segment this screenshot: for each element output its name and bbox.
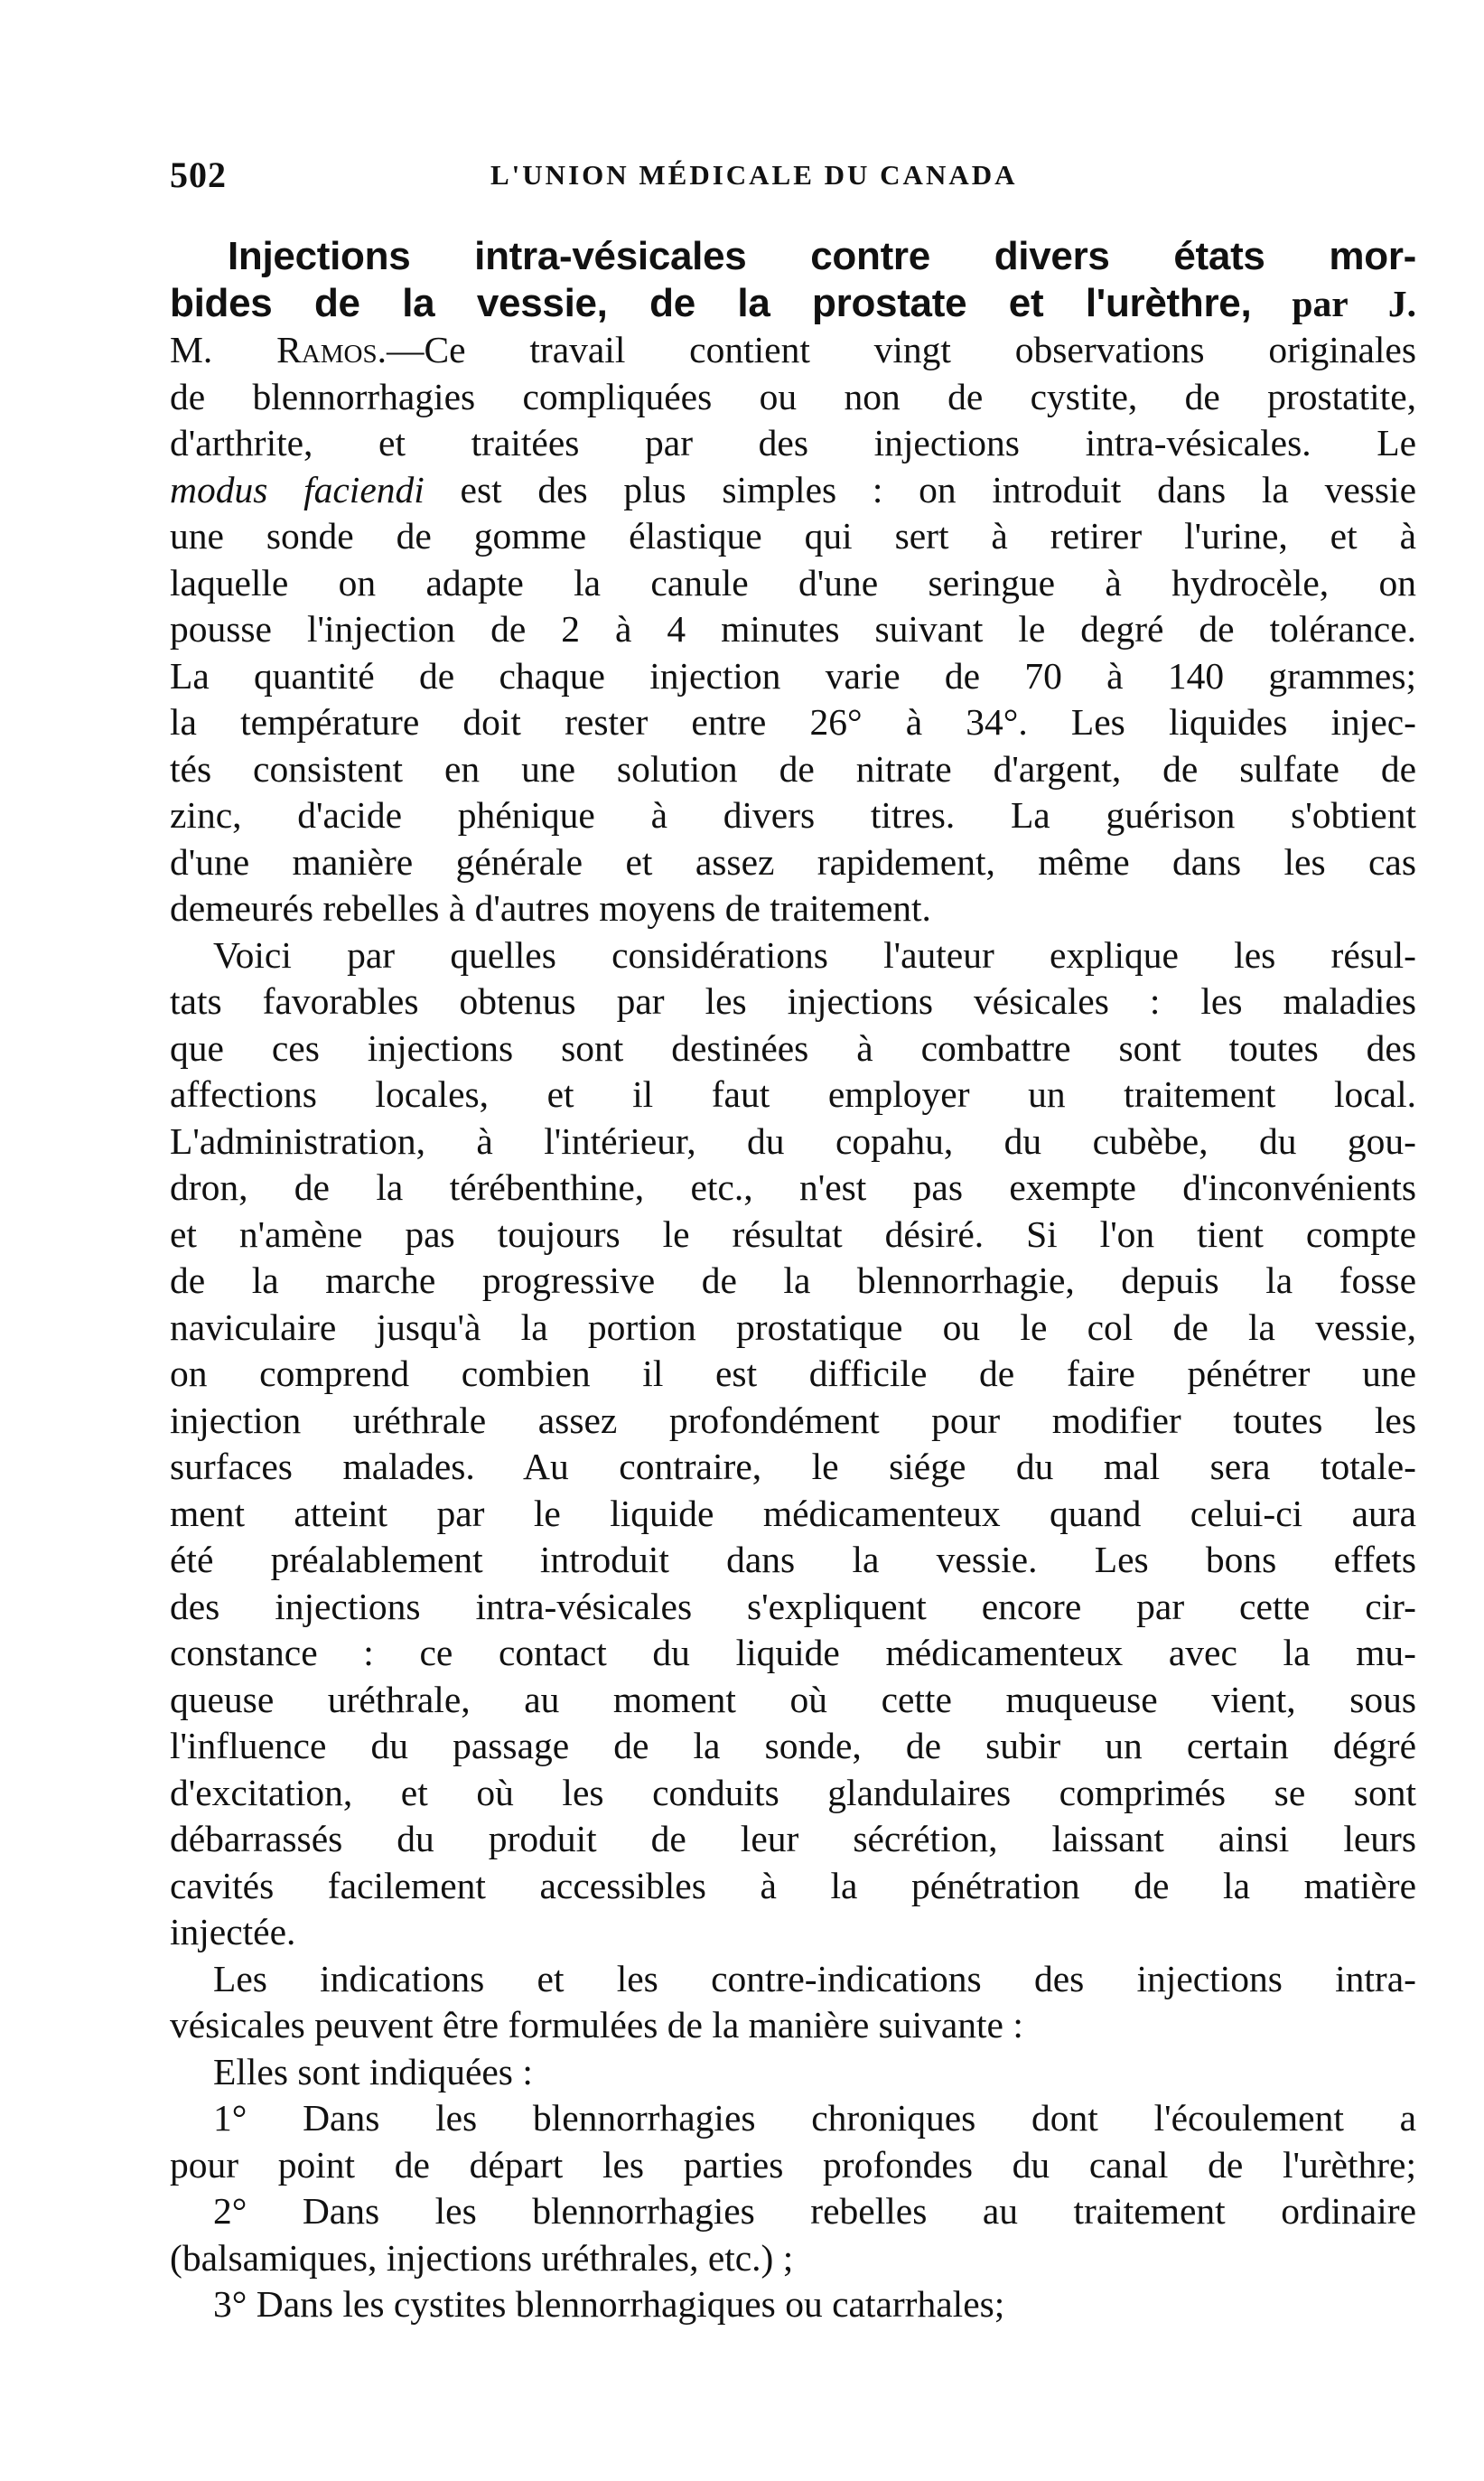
paragraph-line: surfaces malades. Au contraire, le siége du mal sera totale- xyxy=(170,1446,1416,1487)
paragraph-line: l'influence du passage de la sonde, de subir un certain dégré xyxy=(170,1725,1416,1766)
list-item-1-continued: pour point de départ les parties profondes du canal de l'urèthre; xyxy=(170,2143,1416,2186)
paragraph-line: demeurés rebelles à d'autres moyens de traitement. xyxy=(170,887,931,929)
paragraph-line: tats favorables obtenus par les injections vésicales : les maladies xyxy=(170,980,1416,1022)
paragraph-line: queuse uréthrale, au moment où cette muqueuse vient, sous xyxy=(170,1678,1416,1720)
paragraph-line: Elles sont indiquées : xyxy=(213,2050,533,2092)
paragraph-line: injectée. xyxy=(170,1911,296,1952)
paragraph-line: de blennorrhagies compliquées ou non de cystite, de prostatite, xyxy=(170,375,1416,417)
paragraph-line: on comprend combien il est difficile de faire pénétrer une xyxy=(170,1353,1416,1394)
paragraph-line: des injections intra-vésicales s'expliquent encore par cette cir- xyxy=(170,1585,1416,1627)
paragraph-line: de la marche progressive de la blennorrhagie, depuis la fosse xyxy=(170,1259,1416,1301)
list-item-3: 3° Dans les cystites blennorrhagiques ou catarrhales; xyxy=(213,2283,1005,2325)
byline-prefix: par J. xyxy=(1251,282,1416,324)
paragraph-line: dron, de la térébenthine, etc., n'est pas exempte d'inconvénients xyxy=(170,1166,1416,1208)
paragraph-line: tés consistent en une solution de nitrate d'argent, de sulfate de xyxy=(170,747,1416,790)
paragraph-line: été préalablement introduit dans la vessie. Les bons effets xyxy=(170,1539,1416,1580)
paragraph-line: une sonde de gomme élastique qui sert à retirer l'urine, et à xyxy=(170,515,1416,557)
list-item-2-continued: (balsamiques, injections uréthrales, etc.) ; xyxy=(170,2236,794,2279)
paragraph-line: Voici par quelles considérations l'auteur explique les résul- xyxy=(213,933,1416,976)
article-title-line-2-text: bides de la vessie, de la prostate et l'urèthre, xyxy=(170,280,1252,325)
paragraph-line: laquelle on adapte la canule d'une seringue à hydrocèle, on xyxy=(170,561,1416,604)
page-header xyxy=(170,154,1416,208)
paragraph-line: pousse l'injection de 2 à 4 minutes suivant le degré de tolérance. xyxy=(170,608,1416,650)
paragraph-line: vésicales peuvent être formulées de la manière suivante : xyxy=(170,2004,1023,2046)
paragraph-line: zinc, d'acide phénique à divers titres. La guérison s'obtient xyxy=(170,794,1416,836)
paragraph-line: d'arthrite, et traitées par des injections intra-vésicales. Le xyxy=(170,422,1416,463)
line-6-text: est des plus simples : on introduit dans la vessie xyxy=(424,468,1416,510)
modus-faciendi-italic: modus faciendi xyxy=(170,468,425,510)
paragraph-line xyxy=(170,327,1416,374)
line-3-text: .—Ce travail contient vingt observations originales xyxy=(377,329,1416,370)
list-item-1: 1° Dans les blennorrhagies chroniques dont l'écoulement a xyxy=(213,2097,1416,2139)
paragraph-line: ment atteint par le liquide médicamenteux quand celui-ci aura xyxy=(170,1492,1416,1534)
list-item-2: 2° Dans les blennorrhagies rebelles au traitement ordinaire xyxy=(213,2190,1416,2232)
paragraph-line: débarrassés du produit de leur sécrétion, laissant ainsi leurs xyxy=(170,1818,1416,1859)
article-title-line-1: Injections intra-vésicales contre divers états mor- xyxy=(228,234,1416,278)
paragraph-line: constance : ce contact du liquide médicamenteux avec la mu- xyxy=(170,1632,1416,1673)
paragraph-line: et n'amène pas toujours le résultat désiré. Si l'on tient compte xyxy=(170,1212,1416,1255)
paragraph-line: Les indications et les contre-indications des injections intra- xyxy=(213,1957,1416,1999)
paragraph-line: la température doit rester entre 26° à 34°. Les liquides injec- xyxy=(170,701,1416,743)
paragraph-line: d'excitation, et où les conduits glandulaires comprimés se sont xyxy=(170,1771,1416,1813)
paragraph-line: La quantité de chaque injection varie de 70 à 140 grammes; xyxy=(170,654,1416,697)
author-name: Ramos xyxy=(276,329,378,370)
paragraph-line: d'une manière générale et assez rapidement, même dans les cas xyxy=(170,840,1416,883)
paragraph-line: que ces injections sont destinées à combattre sont toutes des xyxy=(170,1026,1416,1069)
paragraph-line: L'administration, à l'intérieur, du copahu, du cubèbe, du gou- xyxy=(170,1119,1416,1162)
paragraph-line xyxy=(170,467,1416,514)
page-number: 502 xyxy=(170,154,227,195)
article-title-line-2 xyxy=(170,280,1416,328)
running-title: L'UNION MÉDICALE DU CANADA xyxy=(490,159,1018,191)
author-initial: M. xyxy=(170,329,277,370)
article-body xyxy=(170,233,1416,2328)
paragraph-line: cavités facilement accessibles à la pénétration de la matière xyxy=(170,1864,1416,1906)
paragraph-line: affections locales, et il faut employer un traitement local. xyxy=(170,1073,1416,1115)
paragraph-line: injection uréthrale assez profondément pour modifier toutes les xyxy=(170,1399,1416,1441)
paragraph-line: naviculaire jusqu'à la portion prostatique ou le col de la vessie, xyxy=(170,1306,1416,1348)
